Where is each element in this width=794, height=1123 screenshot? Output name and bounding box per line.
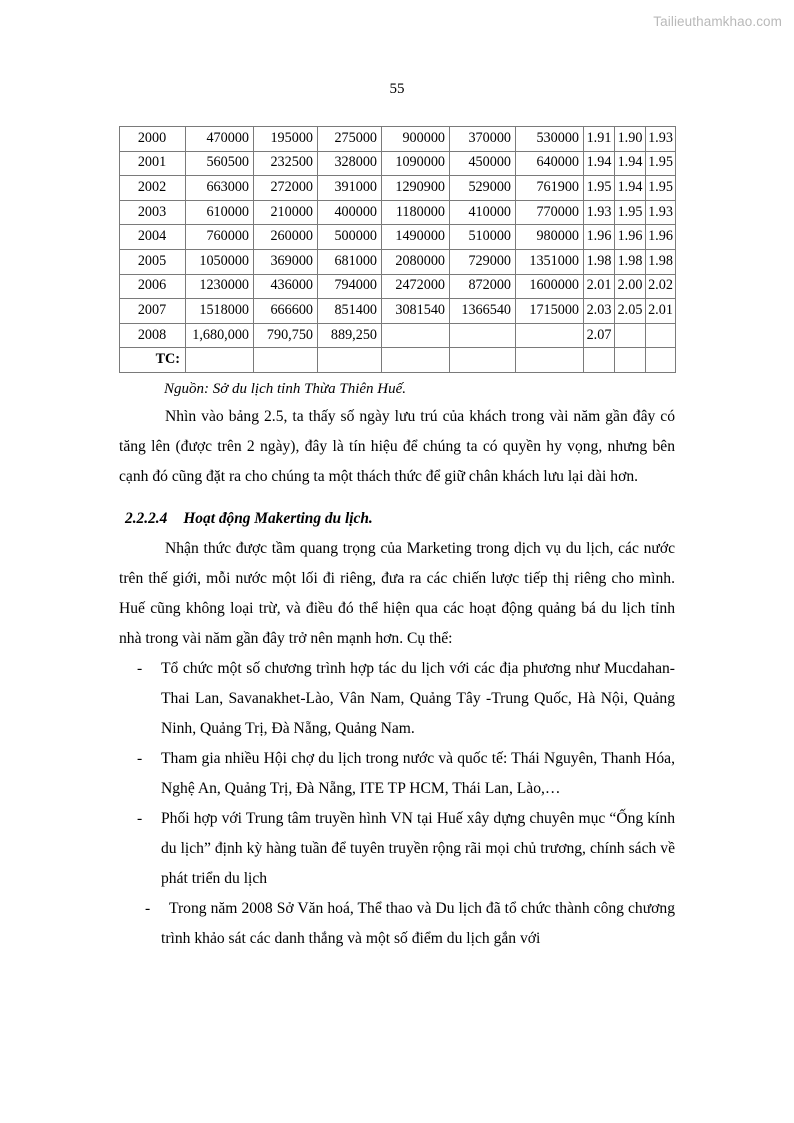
dash-bullet-icon: - <box>137 749 143 767</box>
table-row <box>120 176 676 201</box>
list-item-text: Tổ chức một số chương trình hợp tác du lịch với các địa phương như Mucdahan-Thai Lan, Savanakhet-Lào, Vân Nam, Quảng Tây -Trung Quốc, Hà Nội, Quảng Ninh, Quảng Trị, Đà Nẵng, Quảng Nam. <box>161 659 675 737</box>
cell-r2: 1.96 <box>615 225 646 250</box>
table-row <box>120 200 676 225</box>
cell-c2: 663000 <box>186 176 254 201</box>
cell-c7: 761900 <box>516 176 584 201</box>
cell-r1: 1.93 <box>584 200 615 225</box>
cell-year: 2000 <box>120 127 186 152</box>
table-row <box>120 151 676 176</box>
list-item <box>119 744 675 804</box>
tourism-statistics-table <box>119 126 676 373</box>
table-body <box>120 127 676 373</box>
cell-c5: 1090000 <box>382 151 450 176</box>
marketing-activities-list <box>119 654 675 954</box>
cell-c5 <box>382 323 450 348</box>
table-row <box>120 127 676 152</box>
list-item-text: Trong năm 2008 Sở Văn hoá, Thể thao và Du lịch đã tổ chức thành công chương trình khảo sát các danh thắng và một số điểm du lịch gắn với <box>161 899 675 947</box>
cell-r2: 2.00 <box>615 274 646 299</box>
cell-c6: 410000 <box>450 200 516 225</box>
cell-year: 2006 <box>120 274 186 299</box>
list-item <box>119 654 675 744</box>
dash-bullet-icon: - <box>145 899 151 917</box>
cell-c2: 470000 <box>186 127 254 152</box>
cell-c2: 1518000 <box>186 299 254 324</box>
cell-r2: 1.90 <box>615 127 646 152</box>
cell-c6 <box>450 348 516 373</box>
cell-c4: 275000 <box>318 127 382 152</box>
cell-year: 2007 <box>120 299 186 324</box>
cell-c3: 666600 <box>254 299 318 324</box>
cell-r1: 1.94 <box>584 151 615 176</box>
cell-r2 <box>615 348 646 373</box>
cell-c4: 681000 <box>318 249 382 274</box>
paragraph-marketing: Nhận thức được tầm quang trọng của Marketing trong dịch vụ du lịch, các nước trên thế giới, mỗi nước một lối đi riêng, đưa ra các chiến lược tiếp thị riêng cho mình. Huế cũng không loại trừ, và điều đó thể hiện qua các hoạt động quảng bá du lịch tỉnh nhà trong vài năm gần đây trở nên mạnh hơn. Cụ thể: <box>119 539 675 647</box>
table-row <box>120 225 676 250</box>
cell-r3: 1.93 <box>646 127 676 152</box>
list-item <box>119 894 675 954</box>
cell-c5: 900000 <box>382 127 450 152</box>
page-number: 55 <box>389 81 405 97</box>
cell-c7: 980000 <box>516 225 584 250</box>
list-item <box>119 804 675 894</box>
cell-year: 2005 <box>120 249 186 274</box>
cell-year: 2008 <box>120 323 186 348</box>
cell-c3 <box>254 348 318 373</box>
cell-r3 <box>646 348 676 373</box>
cell-c3: 232500 <box>254 151 318 176</box>
table-row-total <box>120 348 676 373</box>
cell-total-label: TC: <box>120 348 186 373</box>
cell-c4 <box>318 348 382 373</box>
cell-r3 <box>646 323 676 348</box>
cell-r1: 1.98 <box>584 249 615 274</box>
cell-r1: 2.03 <box>584 299 615 324</box>
cell-c4: 328000 <box>318 151 382 176</box>
cell-c6 <box>450 323 516 348</box>
cell-c5: 1490000 <box>382 225 450 250</box>
cell-c3: 790,750 <box>254 323 318 348</box>
cell-c6: 529000 <box>450 176 516 201</box>
cell-c3: 272000 <box>254 176 318 201</box>
section-heading-number: 2.2.2.4 <box>125 509 168 527</box>
cell-r3: 2.02 <box>646 274 676 299</box>
dash-bullet-icon: - <box>137 809 143 827</box>
cell-r2: 2.05 <box>615 299 646 324</box>
cell-c5: 3081540 <box>382 299 450 324</box>
cell-c3: 195000 <box>254 127 318 152</box>
cell-r1: 1.96 <box>584 225 615 250</box>
table-row <box>120 299 676 324</box>
cell-r1: 1.95 <box>584 176 615 201</box>
cell-c7: 1600000 <box>516 274 584 299</box>
section-heading-title: Hoạt động Makerting du lịch. <box>183 509 373 527</box>
cell-c6: 510000 <box>450 225 516 250</box>
cell-c3: 210000 <box>254 200 318 225</box>
cell-c5: 1180000 <box>382 200 450 225</box>
cell-c4: 851400 <box>318 299 382 324</box>
cell-c2: 1050000 <box>186 249 254 274</box>
cell-r1: 2.07 <box>584 323 615 348</box>
cell-r3: 2.01 <box>646 299 676 324</box>
cell-c4: 400000 <box>318 200 382 225</box>
cell-c5 <box>382 348 450 373</box>
cell-r2 <box>615 323 646 348</box>
cell-year: 2004 <box>120 225 186 250</box>
cell-c5: 2080000 <box>382 249 450 274</box>
cell-r2: 1.98 <box>615 249 646 274</box>
cell-r2: 1.94 <box>615 176 646 201</box>
cell-c7 <box>516 348 584 373</box>
cell-c2: 1,680,000 <box>186 323 254 348</box>
list-item-text: Tham gia nhiều Hội chợ du lịch trong nước và quốc tế: Thái Nguyên, Thanh Hóa, Nghệ An, Quảng Trị, Đà Nẵng, ITE TP HCM, Thái Lan, Lào,… <box>161 749 675 797</box>
cell-r1: 2.01 <box>584 274 615 299</box>
dash-bullet-icon: - <box>137 659 143 677</box>
section-heading <box>125 504 675 534</box>
cell-c3: 369000 <box>254 249 318 274</box>
cell-c4: 889,250 <box>318 323 382 348</box>
cell-r2: 1.94 <box>615 151 646 176</box>
page-content <box>119 126 675 954</box>
table-row <box>120 274 676 299</box>
cell-year: 2001 <box>120 151 186 176</box>
cell-year: 2003 <box>120 200 186 225</box>
cell-c7: 1351000 <box>516 249 584 274</box>
table-row <box>120 249 676 274</box>
cell-c7: 770000 <box>516 200 584 225</box>
list-item-text: Phối hợp với Trung tâm truyền hình VN tại Huế xây dựng chuyên mục “Ống kính du lịch” định kỳ hàng tuần để tuyên truyền rộng rãi mọi chủ trương, chính sách về phát triển du lịch <box>161 809 675 887</box>
cell-c4: 391000 <box>318 176 382 201</box>
cell-c3: 436000 <box>254 274 318 299</box>
cell-c6: 450000 <box>450 151 516 176</box>
cell-c2: 760000 <box>186 225 254 250</box>
cell-r3: 1.95 <box>646 176 676 201</box>
table-source-note: Nguồn: Sở du lịch tỉnh Thừa Thiên Huế. <box>164 380 407 397</box>
cell-r1 <box>584 348 615 373</box>
cell-r3: 1.98 <box>646 249 676 274</box>
cell-c3: 260000 <box>254 225 318 250</box>
cell-c2: 1230000 <box>186 274 254 299</box>
cell-c7: 640000 <box>516 151 584 176</box>
cell-c6: 1366540 <box>450 299 516 324</box>
cell-c2: 560500 <box>186 151 254 176</box>
cell-r2: 1.95 <box>615 200 646 225</box>
cell-r3: 1.93 <box>646 200 676 225</box>
cell-c2: 610000 <box>186 200 254 225</box>
cell-year: 2002 <box>120 176 186 201</box>
cell-r3: 1.95 <box>646 151 676 176</box>
cell-c7 <box>516 323 584 348</box>
cell-r1: 1.91 <box>584 127 615 152</box>
cell-c6: 872000 <box>450 274 516 299</box>
cell-r3: 1.96 <box>646 225 676 250</box>
cell-c6: 370000 <box>450 127 516 152</box>
cell-c5: 1290900 <box>382 176 450 201</box>
cell-c4: 794000 <box>318 274 382 299</box>
cell-c7: 530000 <box>516 127 584 152</box>
cell-c6: 729000 <box>450 249 516 274</box>
cell-c7: 1715000 <box>516 299 584 324</box>
table-row <box>120 323 676 348</box>
cell-c5: 2472000 <box>382 274 450 299</box>
cell-c2 <box>186 348 254 373</box>
paragraph-after-table: Nhìn vào bảng 2.5, ta thấy số ngày lưu trú của khách trong vài năm gần đây có tăng lên (được trên 2 ngày), đây là tín hiệu để chúng ta có quyền hy vọng, nhưng bên cạnh đó cũng đặt ra cho chúng ta một thách thức để giữ chân khách lưu lại dài hơn. <box>119 407 675 485</box>
watermark-text: Tailieuthamkhao.com <box>653 14 782 29</box>
cell-c4: 500000 <box>318 225 382 250</box>
